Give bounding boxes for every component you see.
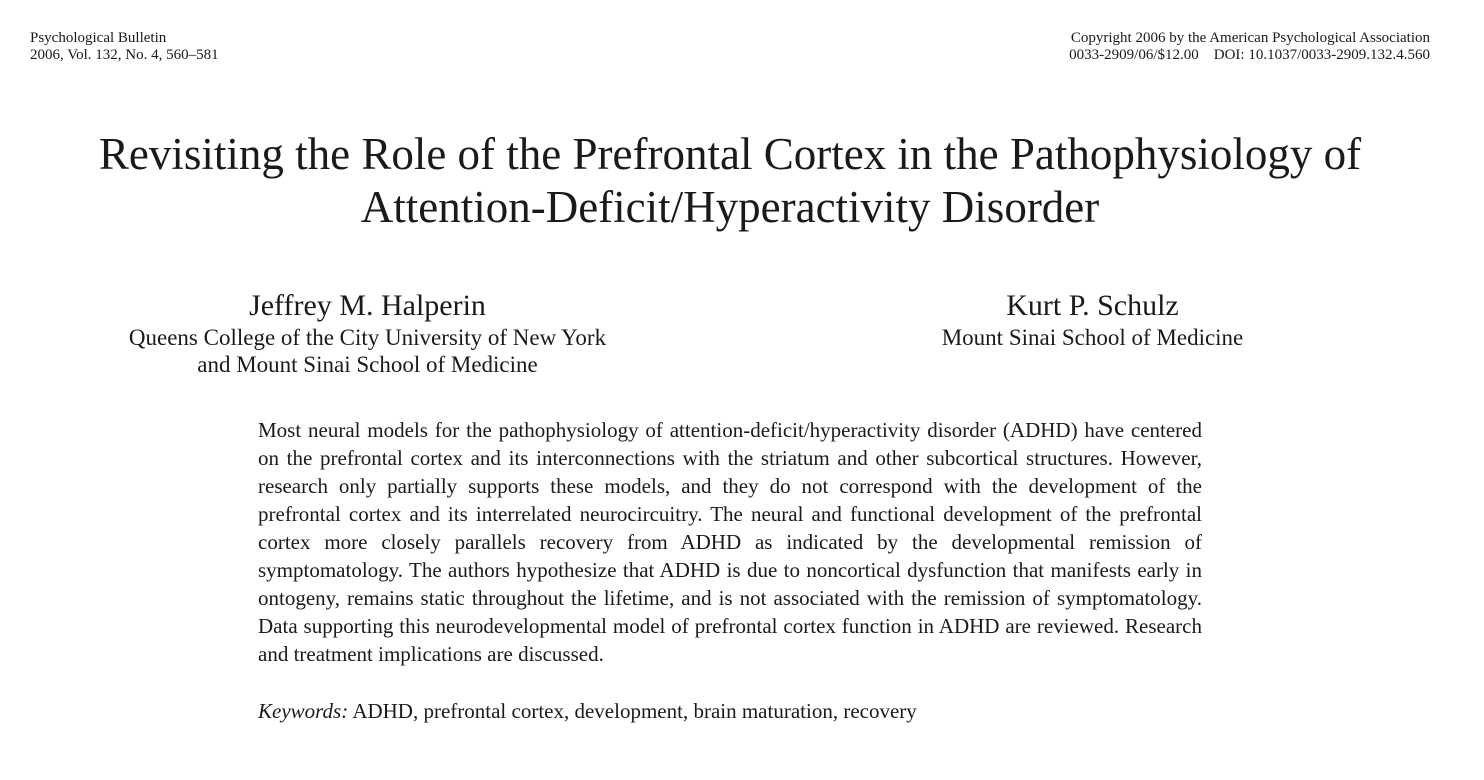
title-line-1: Revisiting the Role of the Prefrontal Cortex in the Pathophysiology of — [98, 129, 1362, 179]
author-affiliation: Queens College of the City University of New York — [128, 325, 607, 350]
author-name: Kurt P. Schulz — [1006, 289, 1179, 322]
journal-name: Psychological Bulletin — [30, 30, 167, 46]
abstract: Most neural models for the pathophysiology of attention-deficit/hyperactivity disorder (ADHD) have centered on the prefrontal cortex and its interconnections with the striatum and other subcortical structures. However, research only partially supports these models, and they do not correspond with the development of the prefrontal cortex and its interrelated neurocircuitry. The neural and functional development of the prefrontal cortex more closely parallels recovery from ADHD as indicated by the developmental remission of symptomatology. The authors hypothesize that ADHD is due to noncortical dysfunction that manifests early in ontogeny, remains static throughout the lifetime, and is not associated with the remission of symptomatology. Data supporting this neurodevelopmental model of prefrontal cortex function in ADHD are reviewed. Research and treatment implications are discussed. — [258, 418, 1202, 666]
doi-line: 0033-2909/06/$12.00 DOI: 10.1037/0033-2909.132.4.560 — [1069, 47, 1430, 63]
author-affiliation: and Mount Sinai School of Medicine — [197, 352, 538, 377]
keywords-text: ADHD, prefrontal cortex, development, brain maturation, recovery — [352, 699, 917, 723]
copyright-line: Copyright 2006 by the American Psychological Association — [1070, 30, 1430, 46]
copyright-header — [1069, 30, 1430, 64]
keywords — [258, 697, 917, 725]
author-affiliation: Mount Sinai School of Medicine — [941, 325, 1244, 350]
keywords-label: Keywords: — [258, 699, 349, 723]
author-block-1 — [70, 288, 665, 378]
journal-issue: 2006, Vol. 132, No. 4, 560–581 — [30, 47, 219, 63]
journal-header — [30, 30, 219, 64]
article-title — [0, 128, 1460, 234]
author-name: Jeffrey M. Halperin — [249, 289, 486, 322]
title-line-2: Attention-Deficit/Hyperactivity Disorder — [360, 182, 1100, 232]
author-block-2 — [860, 288, 1325, 351]
